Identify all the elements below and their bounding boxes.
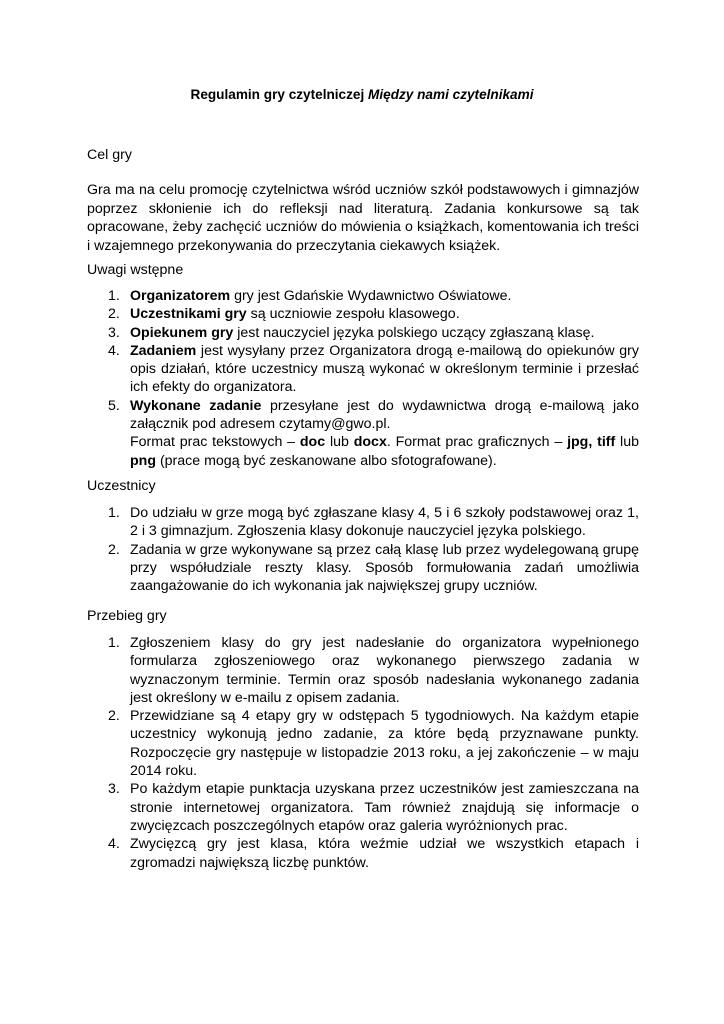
heading-uwagi-wstepne: Uwagi wstępne bbox=[87, 262, 184, 278]
list-number: 3. bbox=[108, 781, 120, 798]
list-number: 2. bbox=[108, 306, 120, 323]
heading-cel-gry: Cel gry bbox=[87, 147, 132, 163]
list-item bbox=[87, 342, 639, 397]
format-text: lub bbox=[325, 434, 354, 451]
document-title bbox=[0, 86, 724, 104]
item-text: Zwycięzcą gry jest klasa, która weźmie udział we wszystkich etapach i zgromadzi największą liczbę punktów. bbox=[130, 836, 639, 871]
heading-przebieg-gry: Przebieg gry bbox=[87, 608, 167, 624]
heading-uczestnicy: Uczestnicy bbox=[87, 478, 156, 494]
term-bold: Organizatorem bbox=[130, 288, 231, 304]
list-item bbox=[87, 835, 639, 872]
list-number: 5. bbox=[108, 397, 120, 414]
format-bold: png bbox=[130, 452, 156, 469]
title-italic: Między nami czytelnikami bbox=[368, 87, 534, 102]
format-bold: jpg, tiff bbox=[567, 434, 616, 451]
format-text: Format prac tekstowych – bbox=[130, 434, 300, 451]
list-number: 4. bbox=[108, 342, 120, 359]
item-text: Do udziału w grze mogą być zgłaszane klasy 4, 5 i 6 szkoły podstawowej oraz 1, 2 i 3 gimnazjum. Zgłoszenia klasy dokonuje nauczyciel języka polskiego. bbox=[130, 505, 639, 540]
list-item bbox=[87, 780, 639, 835]
list-number: 2. bbox=[108, 708, 120, 725]
list-item bbox=[87, 324, 639, 342]
file-format-note bbox=[130, 434, 639, 468]
item-text: Przewidziane są 4 etapy gry w odstępach 5 tygodniowych. Na każdym etapie uczestnicy wykonują jedno zadanie, za które będą przyznawane punkty. Rozpoczęcie gry następuje w listopadzie 2013 roku, a jej zakończenie – w maju 2014 roku. bbox=[130, 708, 639, 780]
term-bold: Opiekunem gry bbox=[130, 324, 234, 341]
term-bold: Uczestnikami gry bbox=[130, 306, 247, 323]
format-bold: docx bbox=[353, 434, 387, 451]
item-text: jest wysyłany przez Organizatora drogą e-mailową do opiekunów gry opis działań, które uczestnicy muszą wykonać w określonym terminie i przesłać ich efekty do organizatora. bbox=[130, 342, 639, 396]
list-uczestnicy bbox=[87, 504, 639, 595]
list-number: 1. bbox=[108, 505, 120, 521]
term-bold: Wykonane zadanie bbox=[130, 397, 262, 414]
list-item bbox=[87, 707, 639, 780]
paragraph-cel-gry: Gra ma na celu promocję czytelnictwa wśród uczniów szkół podstawowych i gimnazjów poprzez skłonienie ich do refleksji nad literaturą. Zadania konkursowe są tak opracowane, żeby zachęcić uczniów do mówienia o książkach, komentowania ich treści i wzajemnego przekonywania do przeczytania ciekawych książek. bbox=[87, 182, 639, 254]
list-number: 3. bbox=[108, 324, 120, 341]
item-text: Zgłoszeniem klasy do gry jest nadesłanie do organizatora wypełnionego formularza zgłoszeniowego oraz wykonanego pierwszego zadania w wyznaczonym terminie. Termin oraz sposób nadesłania wykonanego zadania jest określony w e-mailu z opisem zadania. bbox=[130, 635, 639, 706]
list-item bbox=[87, 504, 639, 541]
item-text: Zadania w grze wykonywane są przez całą klasę lub przez wydelegowaną grupę przy współudziale reszty klasy. Sposób formułowania zadań umożliwia zaangażowanie do ich wykonania jak największej grupy uczniów. bbox=[130, 541, 639, 595]
list-item bbox=[87, 541, 639, 596]
list-item bbox=[87, 305, 639, 323]
list-number: 1. bbox=[108, 635, 120, 651]
list-item bbox=[87, 397, 639, 470]
list-uwagi-wstepne bbox=[87, 287, 639, 470]
item-text: Po każdym etapie punktacja uzyskana przez uczestników jest zamieszczana na stronie internetowej organizatora. Tam również znajdują się informacje o zwycięzcach poszczególnych etapów oraz galeria wyróżnionych prac. bbox=[130, 781, 639, 834]
item-text: jest nauczyciel języka polskiego uczący zgłaszaną klasę. bbox=[233, 324, 595, 341]
format-bold: doc bbox=[299, 434, 326, 451]
list-przebieg-gry bbox=[87, 634, 639, 872]
term-bold: Zadaniem bbox=[130, 342, 197, 359]
format-text: (prace mogą być zeskanowane albo sfotografowane). bbox=[156, 452, 497, 469]
list-number: 1. bbox=[108, 288, 120, 304]
item-text: gry jest Gdańskie Wydawnictwo Oświatowe. bbox=[230, 288, 512, 304]
title-plain: Regulamin gry czytelniczej bbox=[190, 87, 369, 102]
item-text: są uczniowie zespołu klasowego. bbox=[246, 306, 460, 323]
format-text: lub bbox=[615, 434, 639, 451]
list-number: 2. bbox=[108, 541, 120, 558]
item-text: przesyłane jest do wydawnictwa drogą e-mailową jako załącznik pod adresem czytamy@gwo.pl. bbox=[130, 397, 639, 433]
format-text: . Format prac graficznych – bbox=[386, 434, 568, 451]
list-number: 4. bbox=[108, 836, 120, 853]
list-item bbox=[87, 287, 639, 305]
list-item bbox=[87, 634, 639, 707]
